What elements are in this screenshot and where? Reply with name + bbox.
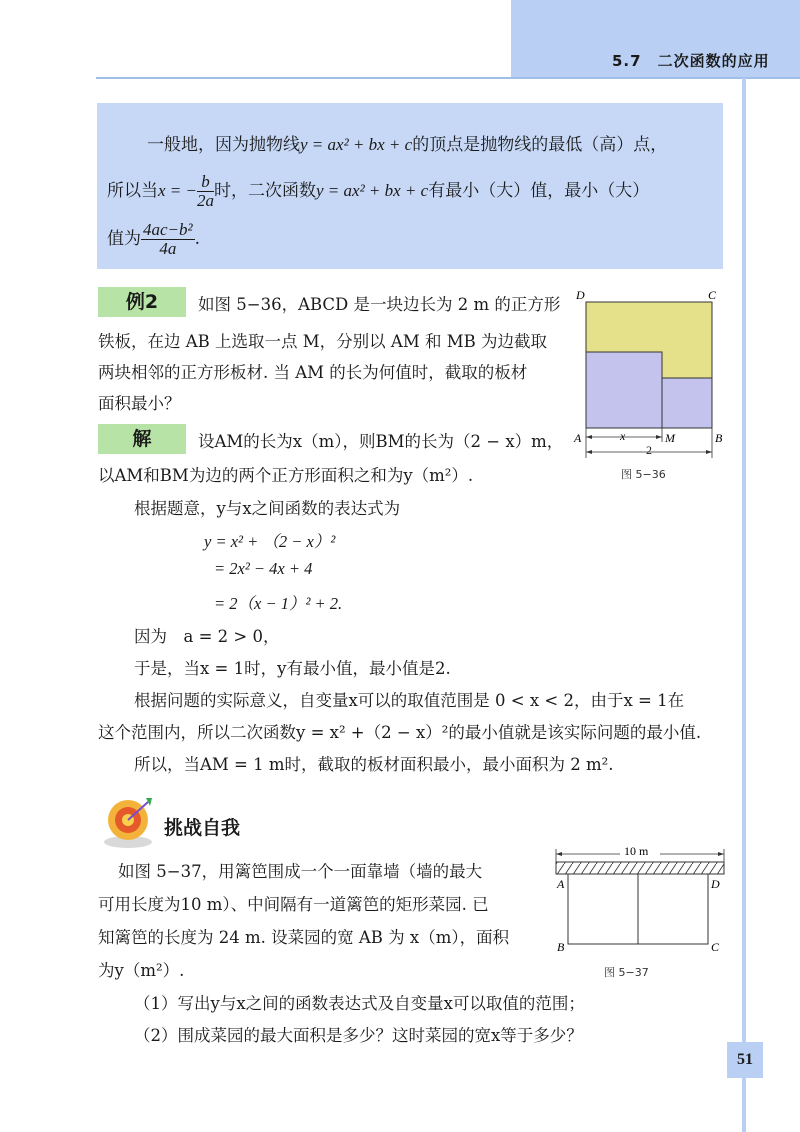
solution-line: 所以，当AM = 1 m时，截取的板材面积最小，最小面积为 2 m². [134,755,614,774]
vertex-label-d: D [711,877,720,891]
square-mb [662,378,712,428]
arrowhead [556,852,562,856]
example-text-line: 面积最小？ [98,394,181,413]
page-number: 51 [727,1042,763,1078]
example-text-line: 如图 5−36，ABCD 是一块边长为 2 m 的正方形 [198,295,561,314]
vertex-label-a: A [574,431,582,445]
summary-line-1 [147,133,667,157]
challenge-title: 挑战自我 [164,817,241,839]
point-label-m: M [665,431,675,445]
arrowhead [656,435,662,439]
vertex-label-b: B [715,431,723,445]
summary-formula: x = − [158,181,197,200]
figure-caption: 图 5−36 [621,468,666,481]
wall [556,862,724,874]
solution-line: 于是，当x = 1时，y有最小值，最小值是2. [134,659,451,678]
vertex-label-a: A [557,877,565,891]
solution-line: 设AM的长为x（m），则BM的长为（2 − x）m， [198,432,564,451]
solution-line: 这个范围内，所以二次函数y = x² +（2 − x）²的最小值就是该实际问题的最小值. [98,723,702,742]
challenge-question: （2）围成菜园的最大面积是多少？这时菜园的宽x等于多少？ [134,1026,583,1045]
arrowhead [706,450,712,454]
summary-line-2 [107,173,649,210]
challenge-text-line: 如图 5−37，用篱笆围成一个一面靠墙（墙的最大 [118,862,483,881]
arrowhead [586,450,592,454]
summary-formula: y = ax² + bx + c [316,181,429,200]
equation-line: = 2（x − 1）² + 2. [214,594,343,613]
solution-line: 以AM和BM为边的两个正方形面积之和为y（m²）. [98,466,474,485]
vertex-label-c: C [711,940,720,954]
solution-line: 因为 a = 2 > 0， [134,627,280,646]
challenge-text-line: 可用长度为10 m）、中间隔有一道篱笆的矩形菜园. 已 [98,895,489,914]
dimension-label-2: 2 [646,443,652,457]
summary-text: . [194,229,201,249]
equation-line: y = x² + （2 − x）² [204,532,336,551]
solution-tag: 解 [98,424,186,454]
figure-5-36 [570,286,730,486]
equation-line: = 2x² − 4x + 4 [214,559,313,578]
dimension-label-x: x [620,429,626,443]
challenge-text-line: 知篱笆的长度为 24 m. 设菜园的宽 AB 为 x（m），面积 [98,928,510,947]
fraction-b-over-2a [197,173,214,210]
square-am [586,352,662,428]
right-margin-rule [742,78,746,1132]
example-text-line: 两块相邻的正方形板材. 当 AM 的长为何值时，截取的板材 [98,363,528,382]
figure-caption: 图 5−37 [604,966,649,979]
header-rule [96,77,800,79]
wall-length-label: 10 m [624,844,649,858]
summary-line-3 [107,221,200,258]
fraction-min-value [141,221,195,258]
figure-5-37 [548,840,733,960]
example-text-line: 铁板，在边 AB 上选取一点 M，分别以 AM 和 MB 为边截取 [98,332,547,351]
challenge-question: （1）写出y与x之间的函数表达式及自变量x可以取值的范围； [134,994,585,1013]
arrowhead [586,435,592,439]
chapter-title: 5.7 二次函数的应用 [612,52,770,70]
summary-text: 值为 [107,229,141,249]
summary-text: 的顶点是抛物线的最低（高）点， [412,135,668,155]
fraction-numerator: 4ac−b² [143,220,193,239]
summary-text: 一般地，因为抛物线 [147,135,300,155]
vertex-label-b: B [557,940,565,954]
summary-text: 所以当 [107,181,158,201]
fraction-denominator: 4a [159,239,177,258]
target-icon [100,790,160,852]
summary-text: 时，二次函数 [214,181,316,201]
vertex-label-c: C [708,288,717,302]
summary-formula: y = ax² + bx + c [300,135,413,154]
fraction-denominator: 2a [197,191,214,210]
solution-line: 根据问题的实际意义，自变量x可以的取值范围是 0 < x < 2，由于x = 1在 [134,691,685,710]
challenge-text-line: 为y（m²）. [98,961,185,980]
summary-text: 有最小（大）值，最小（大） [428,181,650,201]
solution-line: 根据题意，y与x之间函数的表达式为 [134,499,401,518]
arrowhead [718,852,724,856]
example-tag: 例2 [98,287,186,317]
fraction-numerator: b [197,173,214,192]
vertex-label-d: D [576,288,585,302]
summary-box [97,103,723,269]
